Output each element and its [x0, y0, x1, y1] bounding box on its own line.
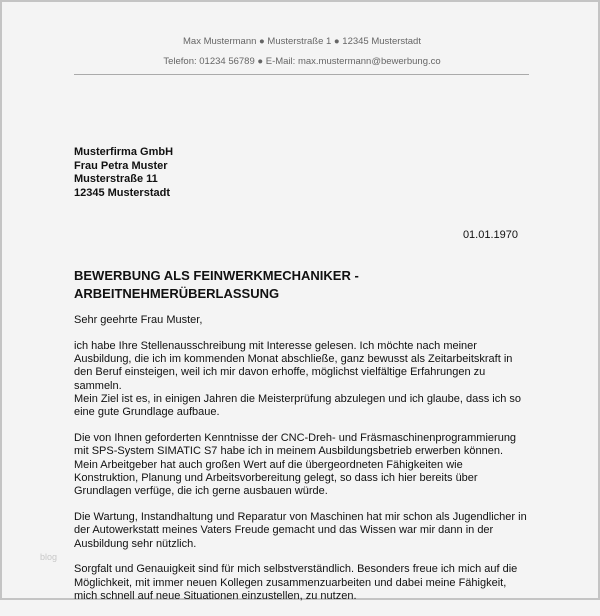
letter-body [74, 314, 544, 616]
paragraph-line: Möglichkeit, mit immer neuen Kollegen zusammenzuarbeiten und dabei meine Fähigkeit, [74, 576, 507, 589]
subject-line: ARBEITNEHMERÜBERLASSUNG [74, 286, 280, 301]
paragraph-line: Die von Ihnen geforderten Kenntnisse der CNC-Dreh- und Fräsmaschinenprogrammierung [74, 432, 517, 445]
subject-line: BEWERBUNG ALS FEINWERKMECHANIKER - [74, 268, 359, 283]
header-divider [74, 74, 529, 75]
paragraph [74, 340, 544, 420]
paragraph-line: mit SPS-System SIMATIC S7 habe ich in meinem Ausbildungsbetrieb erwerben können. [74, 445, 503, 458]
paragraph-line: sammeln. [74, 379, 122, 392]
paragraph-line: Die Wartung, Instandhaltung und Reparatur von Maschinen hat mir schon als Jugendlicher in [74, 511, 527, 524]
paragraph-line: Ausbildung sehr nützlich. [74, 537, 197, 550]
paragraph-line: der Autowerkstatt meines Vaters Freude gemacht und das Wissen war mir dann in der [74, 524, 494, 537]
paragraph-line: Ausbildung, die ich im kommenden Monat abschließe, ganz bewusst als Zeitarbeitskraft in [74, 353, 513, 366]
recipient-line: 12345 Musterstadt [74, 186, 170, 199]
paragraph [74, 511, 544, 551]
recipient-line: Musterfirma GmbH [74, 146, 174, 158]
watermark: blog [40, 552, 58, 562]
paragraph-line: Mein Arbeitgeber hat auch großen Wert auf die übergeordneten Fähigkeiten wie [74, 458, 463, 471]
recipient-line: Musterstraße 11 [74, 173, 158, 185]
paragraph-line: Sorgfalt und Genauigkeit sind für mich selbstverständlich. Besonders freue ich mich auf die [74, 563, 518, 576]
paragraph-line: den Beruf einsteigen, weil ich mir davon erhoffe, möglichst vielfältige Erfahrungen zu [74, 366, 486, 379]
paragraph-line: Grundlagen verfüge, die ich gerne ausbauen würde. [74, 485, 328, 498]
sender-name-address: Max Mustermann ● Musterstraße 1 ● 12345 Musterstadt [183, 36, 421, 47]
salutation: Sehr geehrte Frau Muster, [74, 314, 203, 326]
paragraph-line: eine gute Grundlage aufbaue. [74, 406, 220, 419]
paragraph [74, 432, 544, 498]
letter-date: 01.01.1970 [462, 229, 518, 241]
recipient-address [74, 146, 173, 200]
paragraph-line: Konstruktion, Planung und Arbeitsvorbereitung gelegt, so dass ich hier bereits über [74, 471, 478, 484]
letter-subject [74, 267, 359, 303]
paragraph-line: mich schnell auf neue Situationen einzustellen, zu nutzen. [74, 590, 357, 603]
paragraph [74, 563, 544, 603]
paragraph-line: ich habe Ihre Stellenausschreibung mit Interesse gelesen. Ich möchte nach meiner [74, 339, 477, 352]
recipient-line: Frau Petra Muster [74, 159, 168, 172]
paragraph-line: Mein Ziel ist es, in einigen Jahren die Meisterprüfung abzulegen und ich glaube, dass ich so [74, 392, 521, 405]
sender-contact: Telefon: 01234 56789 ● E-Mail: max.mustermann@bewerbung.co [163, 56, 441, 67]
